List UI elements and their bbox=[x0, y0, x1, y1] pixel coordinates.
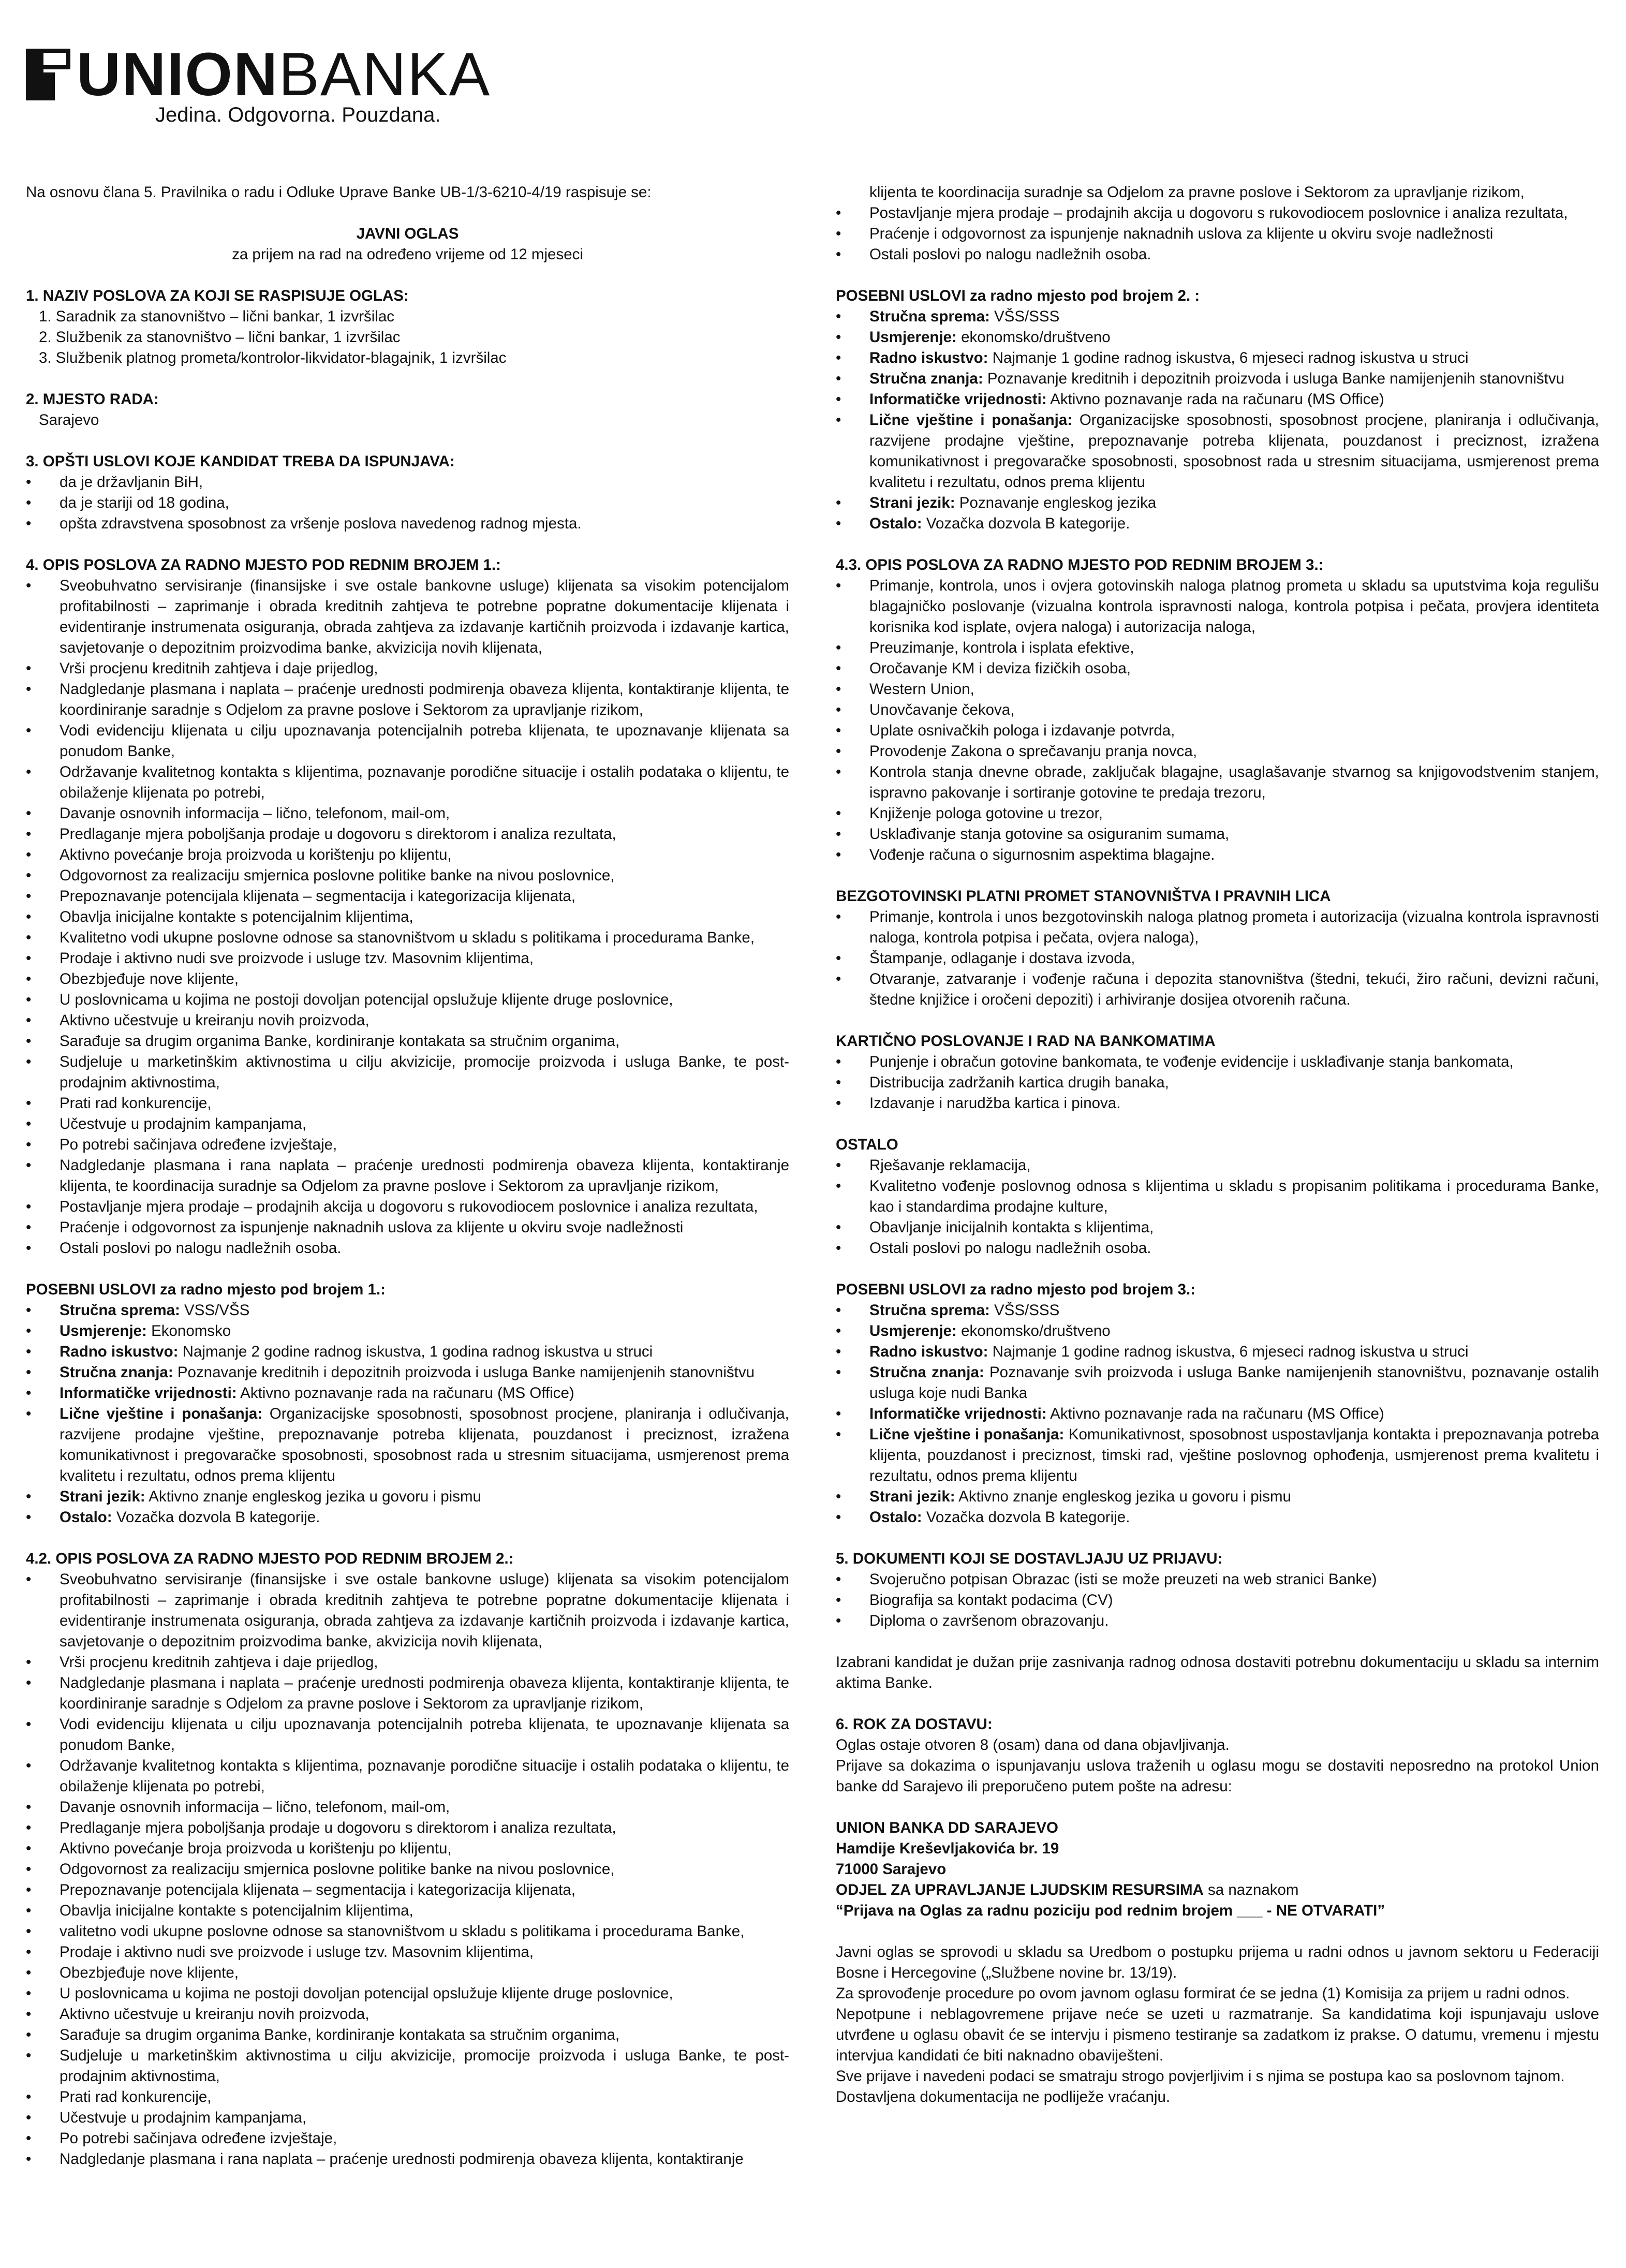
list-item: • Unovčavanje čekova, bbox=[836, 700, 1599, 720]
list-item: • Ostalo: Vozačka dozvola B kategorije. bbox=[836, 1507, 1599, 1528]
job-description-3-list bbox=[836, 576, 1599, 865]
section-1-heading: 1. NAZIV POSLOVA ZA KOJI SE RASPISUJE OGLAS: bbox=[26, 287, 409, 304]
cards-list bbox=[836, 1052, 1599, 1114]
list-item: • Stručna sprema: VŠS/SSS bbox=[836, 1300, 1599, 1321]
special-conditions-1-list bbox=[26, 1300, 789, 1528]
list-item: • Obavlja inicijalne kontakte s potencijalnim klijentima, bbox=[26, 907, 789, 927]
list-item: • Provodenje Zakona o sprečavanju pranja novca, bbox=[836, 741, 1599, 762]
envelope-note: “Prijava na Oglas za radnu poziciju pod rednim brojem ___ - NE OTVARATI” bbox=[836, 1902, 1385, 1919]
deadline-text: Oglas ostaje otvoren 8 (osam) dana od dana objavljivanja. bbox=[836, 1736, 1230, 1754]
list-item: • Preuzimanje, kontrola i isplata efektive, bbox=[836, 638, 1599, 658]
list-item: • Prodaje i aktivno nudi sve proizvode i usluge tzv. Masovnim klijentima, bbox=[26, 1942, 789, 1963]
list-item: • Sarađuje sa drugim organima Banke, kordiniranje kontakata sa stručnim organima, bbox=[26, 2025, 789, 2045]
section-6-heading: 6. ROK ZA DOSTAVU: bbox=[836, 1716, 993, 1733]
special-conditions-2-list bbox=[836, 306, 1599, 534]
ad-subtitle: za prijem na rad na određeno vrijeme od 12 mjeseci bbox=[232, 246, 583, 263]
final-paragraph: Javni oglas se sprovodi u skladu sa Uredbom o postupku prijema u radni odnos u javnom sektoru u Federaciji Bosne i Hercegovine („Službene novine br. 13/19). bbox=[836, 1943, 1599, 1981]
list-item: • Vodi evidenciju klijenata u cilju upoznavanja potencijalnih potreba klijenata, te upoznavanje klijenata sa ponudom Banke, bbox=[26, 1714, 789, 1756]
list-item: • Vrši procjenu kreditnih zahtjeva i daje prijedlog, bbox=[26, 1652, 789, 1673]
union-banka-logo bbox=[26, 40, 491, 109]
right-column bbox=[836, 182, 1599, 2108]
final-paragraph: Dostavljena dokumentacija ne podliježe vraćanju. bbox=[836, 2088, 1171, 2105]
list-item: • Obezbjeđuje nove klijente, bbox=[26, 969, 789, 990]
other-list bbox=[836, 1155, 1599, 1259]
list-item: • Informatičke vrijednosti: Aktivno poznavanje rada na računaru (MS Office) bbox=[26, 1383, 789, 1404]
list-item: • Otvaranje, zatvaranje i vođenje računa i depozita stanovništva (štedni, tekući, žiro računi, devizni računi, štedne knjižice i oročeni depoziti) i arhiviranje dosijea otvorenih računa. bbox=[836, 969, 1599, 1010]
list-item: • Sveobuhvatno servisiranje (finansijske i sve ostale bankovne usluge) klijenata sa visokim potencijalom profitabilnosti – zaprimanje i obrada kreditnih zahtjeva te potrebne popratne dokumentacije klijenata i evidentiranje instrumenata osiguranja, obrada zahtjeva za izdavanje kartičnih proizvoda i izdavanje kartica, savjetovanje o depozitnim proizvodima banke, akvizicija novih klijenata, bbox=[26, 576, 789, 658]
address-line: ODJEL ZA UPRAVLJANJE LJUDSKIM RESURSIMA sa naznakom bbox=[836, 1881, 1299, 1898]
list-item: 2. Službenik za stanovništvo – lični bankar, 1 izvršilac bbox=[39, 329, 401, 346]
list-item: • Nadgledanje plasmana i naplata – praćenje urednosti podmirenja obaveza klijenta, kontaktiranje klijenta, te koordiniranje saradnje s Odjelom za pravne poslove i Sektorom za upravljanje rizikom, bbox=[26, 679, 789, 720]
list-item: • Ostali poslovi po nalogu nadležnih osoba. bbox=[26, 1238, 789, 1259]
section-3-heading: 3. OPŠTI USLOVI KOJE KANDIDAT TREBA DA ISPUNJAVA: bbox=[26, 453, 455, 470]
list-item: • Po potrebi sačinjava određene izvještaje, bbox=[26, 1135, 789, 1155]
list-item: • Stručna znanja: Poznavanje kreditnih i depozitnih proizvoda i usluga Banke namijenjenih stanovništvu bbox=[26, 1362, 789, 1383]
list-item: • U poslovnicama u kojima ne postoji dovoljan potencijal opslužuje klijente druge poslovnice, bbox=[26, 1983, 789, 2004]
list-item: • Obavljanje inicijalnih kontakta s klijentima, bbox=[836, 1217, 1599, 1238]
list-item: • Praćenje i odgovornost za ispunjenje naknadnih uslova za klijente u okviru svoje nadležnosti bbox=[26, 1217, 789, 1238]
list-item: • Odgovornost za realizaciju smjernica poslovne politike banke na nivou poslovnice, bbox=[26, 865, 789, 886]
special-conditions-1-heading: POSEBNI USLOVI za radno mjesto pod brojem 1.: bbox=[26, 1281, 386, 1298]
list-item: • Vodi evidenciju klijenata u cilju upoznavanja potencijalnih potreba klijenata, te upoznavanje klijenata sa ponudom Banke, bbox=[26, 720, 789, 762]
list-item: • Radno iskustvo: Najmanje 1 godine radnog iskustva, 6 mjeseci radnog iskustva u struci bbox=[836, 348, 1599, 369]
list-item: • Ostalo: Vozačka dozvola B kategorije. bbox=[836, 513, 1599, 534]
list-item: • da je državljanin BiH, bbox=[26, 472, 789, 493]
documents-note: Izabrani kandidat je dužan prije zasnivanja radnog odnosa dostaviti potrebnu dokumentaciju u skladu sa internim aktima Banke. bbox=[836, 1654, 1599, 1691]
list-item: • Lične vještine i ponašanja: Organizacijske sposobnosti, sposobnost procjene, planiranja i odlučivanja, razvijene prodajne vještine, prepoznavanje potreba klijenata, pouzdanost i preciznost, izražena komunikativnost i pregovaračke sposobnosti, sposobnost rada u stresnim situacijama, usmjerenost prema kvalitetu i rezultatu, odnos prema klijentu bbox=[836, 410, 1599, 493]
list-item: • Usmjerenje: ekonomsko/društveno bbox=[836, 1321, 1599, 1342]
list-item: • Stručna znanja: Poznavanje svih proizvoda i usluga Banke namijenjenih stanovništvu, poznavanje ostalih usluga koje nudi Banka bbox=[836, 1362, 1599, 1404]
list-item: • Odgovornost za realizaciju smjernica poslovne politike banke na nivou poslovnice, bbox=[26, 1859, 789, 1880]
list-item: • Strani jezik: Poznavanje engleskog jezika bbox=[836, 493, 1599, 513]
list-item: • Primanje, kontrola, unos i ovjera gotovinskih naloga platnog prometa u skladu sa uputstvima koja regulišu blagajničko poslovanje (vizualna kontrola ispravnosti naloga, kontrola potpisa i pečata, provjera identiteta korisnika kod isplate, ovjera naloga) i autorizacija naloga, bbox=[836, 576, 1599, 638]
tagline: Jedina. Odgovorna. Pouzdana. bbox=[155, 104, 441, 126]
list-item: • Izdavanje i narudžba kartica i pinova. bbox=[836, 1093, 1599, 1114]
section-4-heading: 4. OPIS POSLOVA ZA RADNO MJESTO POD REDNIM BROJEM 1.: bbox=[26, 556, 501, 573]
list-item: • Usmjerenje: ekonomsko/društveno bbox=[836, 327, 1599, 348]
list-item: • Western Union, bbox=[836, 679, 1599, 700]
general-conditions-list bbox=[26, 472, 789, 534]
list-item: • Vođenje računa o sigurnosnim aspektima blagajne. bbox=[836, 845, 1599, 865]
list-item: • Informatičke vrijednosti: Aktivno poznavanje rada na računaru (MS Office) bbox=[836, 1404, 1599, 1424]
list-item: • Davanje osnovnih informacija – lično, telefonom, mail-om, bbox=[26, 803, 789, 824]
list-item: • Štampanje, odlaganje i dostava izvoda, bbox=[836, 948, 1599, 969]
list-item: • Ostalo: Vozačka dozvola B kategorije. bbox=[26, 1507, 789, 1528]
list-item: • Praćenje i odgovornost za ispunjenje naknadnih uslova za klijente u okviru svoje nadležnosti bbox=[836, 224, 1599, 244]
list-item: • Kontrola stanja dnevne obrade, zaključak blagajne, usaglašavanje stvarnog sa knjigovodstvenim stanjem, ispravno pakovanje i sortiranje gotovine te predaja trezoru, bbox=[836, 762, 1599, 803]
left-column bbox=[26, 182, 789, 2170]
list-item: • Ostali poslovi po nalogu nadležnih osoba. bbox=[836, 1238, 1599, 1259]
list-item: • Ostali poslovi po nalogu nadležnih osoba. bbox=[836, 244, 1599, 265]
list-item: • Nadgledanje plasmana i naplata – praćenje urednosti podmirenja obaveza klijenta, kontaktiranje klijenta, te koordiniranje saradnje s Odjelom za pravne poslove i Sektorom za upravljanje rizikom, bbox=[26, 1673, 789, 1714]
work-location: Sarajevo bbox=[39, 411, 99, 429]
list-item: • Radno iskustvo: Najmanje 2 godine radnog iskustva, 1 godina radnog iskustva u struci bbox=[26, 1342, 789, 1362]
list-item: • Aktivno učestvuje u kreiranju novih proizvoda, bbox=[26, 1010, 789, 1031]
list-item: • Sudjeluje u marketinškim aktivnostima u cilju akvizicije, promocije proizvoda i usluga Banke, te post-prodajnim aktivnostima, bbox=[26, 2045, 789, 2087]
list-item: • Kvalitetno vodi ukupne poslovne odnose sa stanovništvom u skladu s politikama i procedurama Banke, bbox=[26, 927, 789, 948]
final-paragraph: Nepotpune i neblagovremene prijave neće se uzeti u razmatranje. Sa kandidatima koji ispunjavaju uslove utvrđene u oglasu obavit će se intervju i pismeno testiranje sa zadatkom iz prakse. O datumu, vremenu i mjestu intervjua kandidati će biti naknadno obaviješteni. bbox=[836, 2006, 1599, 2064]
list-item: • Obavlja inicijalne kontakte s potencijalnim klijentima, bbox=[26, 1901, 789, 1921]
list-item: • Predlaganje mjera poboljšanja prodaje u dogovoru s direktorom i analiza rezultata, bbox=[26, 824, 789, 845]
other-heading: OSTALO bbox=[836, 1136, 898, 1153]
list-item: • Lične vještine i ponašanja: Organizacijske sposobnosti, sposobnost procjene, planiranja i odlučivanja, razvijene prodajne vještine, prepoznavanje potreba klijenata, pouzdanost i preciznost, izražena komunikativnost i pregovaračke sposobnosti, sposobnost rada u stresnim situacijama, usmjerenost prema kvalitetu i rezultatu, odnos prema klijentu bbox=[26, 1404, 789, 1486]
list-item: • Sarađuje sa drugim organima Banke, kordiniranje kontakata sa stručnim organima, bbox=[26, 1031, 789, 1052]
list-item: • Prepoznavanje potencijala klijenata – segmentacija i kategorizacija klijenata, bbox=[26, 886, 789, 907]
special-conditions-2-heading: POSEBNI USLOVI za radno mjesto pod brojem 2. : bbox=[836, 287, 1200, 304]
list-item: • Uplate osnivačkih pologa i izdavanje potvrda, bbox=[836, 720, 1599, 741]
list-item: • Aktivno učestvuje u kreiranju novih proizvoda, bbox=[26, 2004, 789, 2025]
list-item: • Sudjeluje u marketinškim aktivnostima u cilju akvizicije, promocije proizvoda i usluga Banke, te post-prodajnim aktivnostima, bbox=[26, 1052, 789, 1093]
list-item: • da je stariji od 18 godina, bbox=[26, 493, 789, 513]
section-2-heading: 2. MJESTO RADA: bbox=[26, 391, 159, 408]
list-item: • Po potrebi sačinjava određene izvještaje, bbox=[26, 2128, 789, 2149]
list-item: • Prati rad konkurencije, bbox=[26, 1093, 789, 1114]
logo-wordmark: UNIONBANKA bbox=[77, 40, 491, 109]
list-item: • Usklađivanje stanja gotovine sa osiguranim sumama, bbox=[836, 824, 1599, 845]
list-item: • opšta zdravstvena sposobnost za vršenje poslova navedenog radnog mjesta. bbox=[26, 513, 789, 534]
intro-text: Na osnovu člana 5. Pravilnika o radu i Odluke Uprave Banke UB-1/3-6210-4/19 raspisuje se: bbox=[26, 184, 652, 201]
positions-list bbox=[26, 306, 789, 369]
list-item: • Stručna znanja: Poznavanje kreditnih i depozitnih proizvoda i usluga Banke namijenjenih stanovništvu bbox=[836, 369, 1599, 389]
job-description-1-list bbox=[26, 576, 789, 1259]
section-4-2-heading: 4.2. OPIS POSLOVA ZA RADNO MJESTO POD REDNIM BROJEM 2.: bbox=[26, 1550, 514, 1567]
list-item: 3. Službenik platnog prometa/kontrolor-likvidator-blagajnik, 1 izvršilac bbox=[39, 349, 507, 366]
cashless-list bbox=[836, 907, 1599, 1010]
submission-text: Prijave sa dokazima o ispunjavanju uslova traženih u oglasu mogu se dostaviti neposredno na protokol Union banke dd Sarajevo ili preporučeno putem pošte na adresu: bbox=[836, 1757, 1599, 1795]
list-item: • Nadgledanje plasmana i rana naplata – praćenje urednosti podmirenja obaveza klijenta, kontaktiranje klijenta, te koordinacija suradnje sa Odjelom za pravne poslove i Sektorom za upravljanje rizikom, bbox=[26, 1155, 789, 1197]
final-paragraph: Sve prijave i navedeni podaci se smatraju strogo povjerljivim i s njima se postupa kao sa poslovnom tajnom. bbox=[836, 2068, 1565, 2085]
list-item: • Učestvuje u prodajnim kampanjama, bbox=[26, 1114, 789, 1135]
section-4-3-heading: 4.3. OPIS POSLOVA ZA RADNO MJESTO POD REDNIM BROJEM 3.: bbox=[836, 556, 1324, 573]
list-item: • Usmjerenje: Ekonomsko bbox=[26, 1321, 789, 1342]
list-item: • Održavanje kvalitetnog kontakta s klijentima, poznavanje porodične situacije i ostalih podataka o klijentu, te obilaženje klijenata po potrebi, bbox=[26, 762, 789, 803]
cashless-heading: BEZGOTOVINSKI PLATNI PROMET STANOVNIŠTVA I PRAVNIH LICA bbox=[836, 888, 1331, 905]
list-item: • Postavljanje mjera prodaje – prodajnih akcija u dogovoru s rukovodiocem poslovnice i analiza rezultata, bbox=[26, 1197, 789, 1217]
special-conditions-3-heading: POSEBNI USLOVI za radno mjesto pod brojem 3.: bbox=[836, 1281, 1195, 1298]
ad-title: JAVNI OGLAS bbox=[356, 225, 459, 242]
logo-mark-icon bbox=[26, 49, 72, 100]
continued-line: klijenta te koordinacija suradnje sa Odjelom za pravne poslove i Sektorom za upravljanje rizikom, bbox=[869, 184, 1525, 201]
list-item: • Primanje, kontrola i unos bezgotovinskih naloga platnog prometa i autorizacija (vizualna kontrola ispravnosti naloga, kontrola potpisa i pečata, ovjera naloga), bbox=[836, 907, 1599, 948]
list-item: • valitetno vodi ukupne poslovne odnose sa stanovništvom u skladu s politikama i procedurama Banke, bbox=[26, 1921, 789, 1942]
address-line: 71000 Sarajevo bbox=[836, 1861, 947, 1878]
list-item: • Biografija sa kontakt podacima (CV) bbox=[836, 1590, 1599, 1611]
list-item: • Rješavanje reklamacija, bbox=[836, 1155, 1599, 1176]
list-item: • Oročavanje KM i deviza fizičkih osoba, bbox=[836, 658, 1599, 679]
list-item: • Vrši procjenu kreditnih zahtjeva i daje prijedlog, bbox=[26, 658, 789, 679]
list-item: • Informatičke vrijednosti: Aktivno poznavanje rada na računaru (MS Office) bbox=[836, 389, 1599, 410]
list-item: • Lične vještine i ponašanja: Komunikativnost, sposobnost uspostavljanja kontakta i prepoznavanja potreba klijenta, pouzdanost i preciznost, timski rad, vještine poslovnog ophođenja, usmjerenost prema kvalitetu i rezultatu, odnos prema klijentu bbox=[836, 1424, 1599, 1486]
list-item: • Punjenje i obračun gotovine bankomata, te vođenje evidencije i usklađivanje stanja bankomata, bbox=[836, 1052, 1599, 1072]
special-conditions-3-list bbox=[836, 1300, 1599, 1528]
list-item: • Distribucija zadržanih kartica drugih banaka, bbox=[836, 1072, 1599, 1093]
list-item: • Predlaganje mjera poboljšanja prodaje u dogovoru s direktorom i analiza rezultata, bbox=[26, 1818, 789, 1838]
list-item: • U poslovnicama u kojima ne postoji dovoljan potencijal opslužuje klijente druge poslovnice, bbox=[26, 990, 789, 1010]
job-description-2-continued bbox=[836, 203, 1599, 265]
list-item: • Prati rad konkurencije, bbox=[26, 2087, 789, 2108]
list-item: • Nadgledanje plasmana i rana naplata – praćenje urednosti podmirenja obaveza klijenta, kontaktiranje bbox=[26, 2149, 789, 2170]
list-item: • Diploma o završenom obrazovanju. bbox=[836, 1611, 1599, 1631]
list-item: • Strani jezik: Aktivno znanje engleskog jezika u govoru i pismu bbox=[26, 1486, 789, 1507]
list-item: • Učestvuje u prodajnim kampanjama, bbox=[26, 2108, 789, 2128]
list-item: • Prodaje i aktivno nudi sve proizvode i usluge tzv. Masovnim klijentima, bbox=[26, 948, 789, 969]
list-item: • Stručna sprema: VŠS/SSS bbox=[836, 306, 1599, 327]
list-item: • Strani jezik: Aktivno znanje engleskog jezika u govoru i pismu bbox=[836, 1486, 1599, 1507]
final-paragraph: Za sprovođenje procedure po ovom javnom oglasu formirat će se jedna (1) Komisija za prijem u radni odnos. bbox=[836, 1985, 1570, 2002]
documents-list bbox=[836, 1569, 1599, 1631]
job-description-2-list bbox=[26, 1569, 789, 2170]
list-item: • Postavljanje mjera prodaje – prodajnih akcija u dogovoru s rukovodiocem poslovnice i analiza rezultata, bbox=[836, 203, 1599, 224]
list-item: • Aktivno povećanje broja proizvoda u korištenju po klijentu, bbox=[26, 845, 789, 865]
list-item: • Održavanje kvalitetnog kontakta s klijentima, poznavanje porodične situacije i ostalih podataka o klijentu, te obilaženje klijenata po potrebi, bbox=[26, 1756, 789, 1797]
list-item: • Sveobuhvatno servisiranje (finansijske i sve ostale bankovne usluge) klijenata sa visokim potencijalom profitabilnosti – zaprimanje i obrada kreditnih zahtjeva te potrebne popratne dokumentacije klijenata i evidentiranje instrumenata osiguranja, obrada zahtjeva za izdavanje kartičnih proizvoda i izdavanje kartica, savjetovanje o depozitnim proizvodima banke, akvizicija novih klijenata, bbox=[26, 1569, 789, 1652]
list-item: • Aktivno povećanje broja proizvoda u korištenju po klijentu, bbox=[26, 1838, 789, 1859]
section-5-heading: 5. DOKUMENTI KOJI SE DOSTAVLJAJU UZ PRIJAVU: bbox=[836, 1550, 1223, 1567]
list-item: • Kvalitetno vođenje poslovnog odnosa s klijentima u skladu s propisanim politikama i procedurama Banke, kao i standardima prodajne kulture, bbox=[836, 1176, 1599, 1217]
cards-heading: KARTIČNO POSLOVANJE I RAD NA BANKOMATIMA bbox=[836, 1033, 1216, 1050]
address-line: Hamdije Kreševljakovića br. 19 bbox=[836, 1840, 1059, 1857]
list-item: • Obezbjeđuje nove klijente, bbox=[26, 1963, 789, 1983]
list-item: • Radno iskustvo: Najmanje 1 godine radnog iskustva, 6 mjeseci radnog iskustva u struci bbox=[836, 1342, 1599, 1362]
list-item: • Knjiženje pologa gotovine u trezor, bbox=[836, 803, 1599, 824]
list-item: • Svojeručno potpisan Obrazac (isti se može preuzeti na web stranici Banke) bbox=[836, 1569, 1599, 1590]
list-item: • Prepoznavanje potencijala klijenata – segmentacija i kategorizacija klijenata, bbox=[26, 1880, 789, 1901]
list-item: 1. Saradnik za stanovništvo – lični bankar, 1 izvršilac bbox=[39, 308, 395, 325]
list-item: • Davanje osnovnih informacija – lično, telefonom, mail-om, bbox=[26, 1797, 789, 1818]
address-line: UNION BANKA DD SARAJEVO bbox=[836, 1819, 1058, 1836]
list-item: • Stručna sprema: VSS/VŠS bbox=[26, 1300, 789, 1321]
